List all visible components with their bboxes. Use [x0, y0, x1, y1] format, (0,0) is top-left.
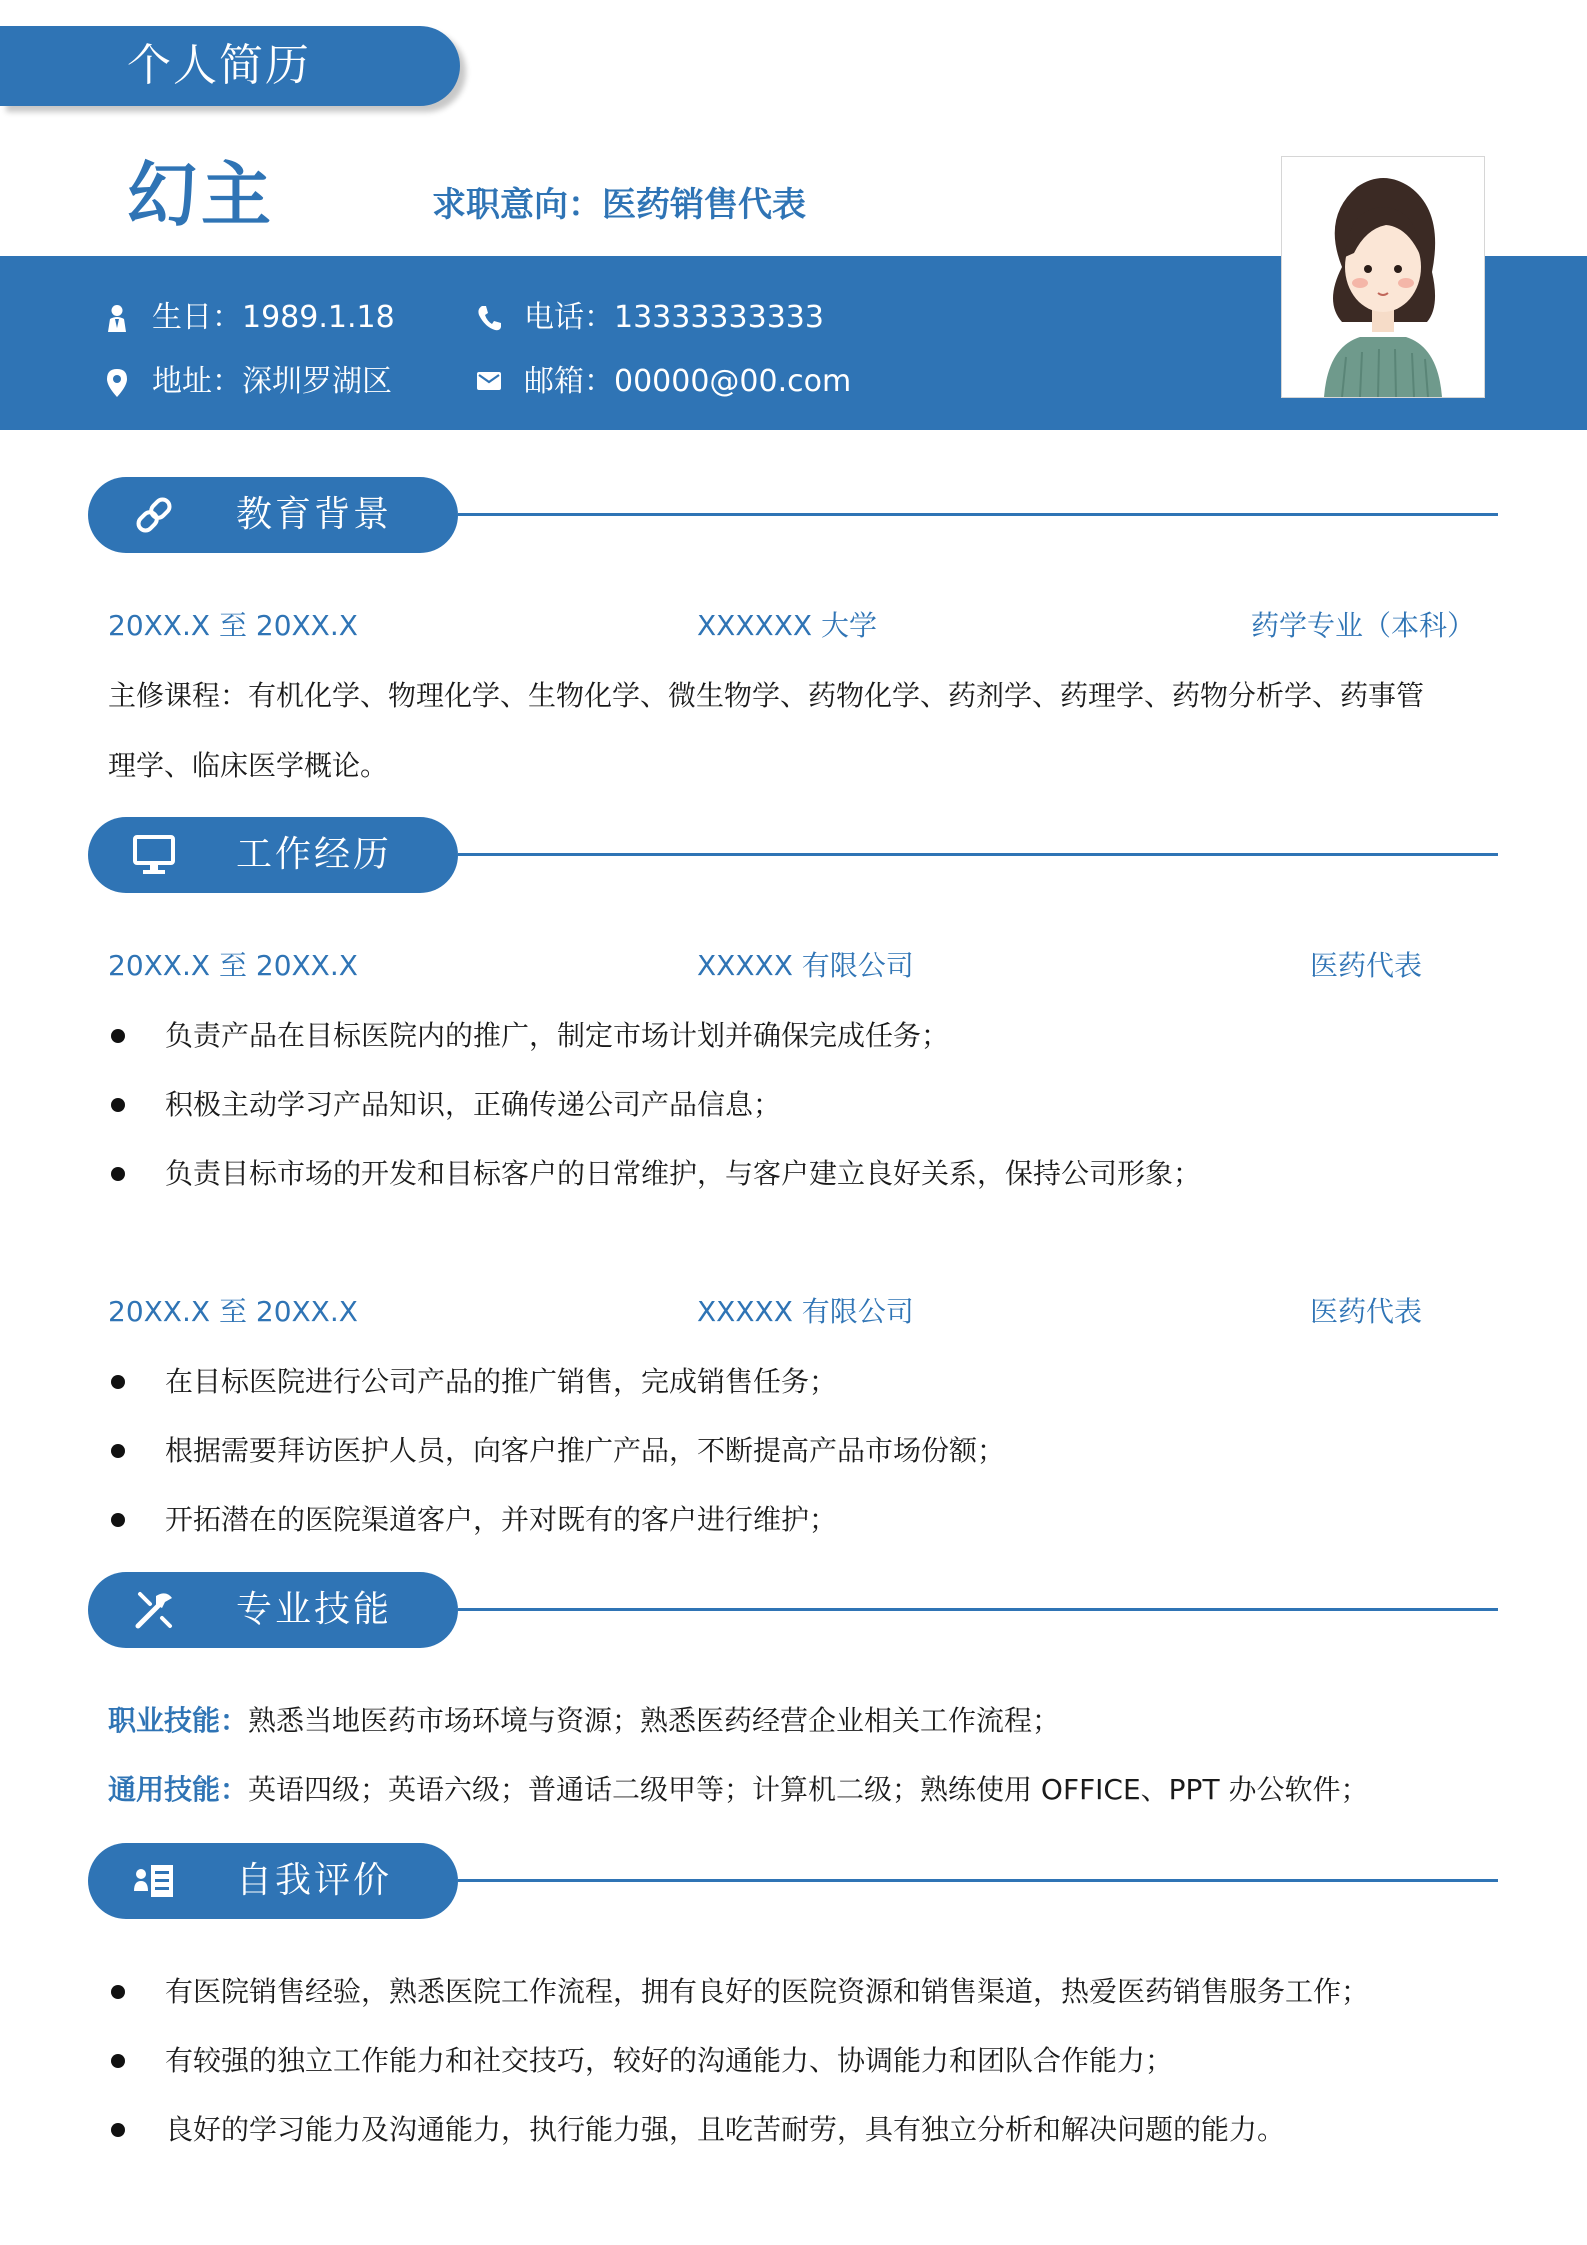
self-eval-item: 有医院销售经验，熟悉医院工作流程，拥有良好的医院资源和销售渠道，热爱医药销售服务工作；	[165, 1975, 1370, 2008]
email-info	[476, 362, 876, 402]
skill-general-label: 通用技能：	[108, 1773, 249, 1806]
job-period: 20XX.X 至 20XX.X	[108, 949, 358, 982]
job-duty: 积极主动学习产品知识，正确传递公司产品信息；	[165, 1088, 782, 1121]
bullet-dot	[111, 2123, 125, 2137]
education-school: XXXXXX 大学	[697, 609, 877, 642]
skill-professional-text: 熟悉当地医药市场环境与资源；熟悉医药经营企业相关工作流程；	[248, 1704, 1061, 1737]
education-major: 药学专业（本科）	[1251, 609, 1476, 642]
profile-photo	[1281, 156, 1485, 398]
section-header-skills	[88, 1572, 458, 1648]
section-divider	[458, 513, 1498, 516]
birthday-info	[104, 298, 424, 338]
birthday-text: 生日：1989.1.18	[152, 300, 395, 335]
skill-professional-label: 职业技能：	[108, 1704, 249, 1737]
bullet-dot	[111, 1375, 125, 1389]
job-duty: 负责产品在目标医院内的推广，制定市场计划并确保完成任务；	[165, 1019, 950, 1052]
candidate-name: 幻主	[127, 154, 275, 236]
bullet-dot	[111, 1098, 125, 1112]
skill-general-text: 英语四级；英语六级；普通话二级甲等；计算机二级；熟练使用 OFFICE、PPT 办公软件；	[248, 1773, 1369, 1806]
phone-icon	[476, 304, 502, 332]
section-title-work: 工作经历	[236, 834, 393, 875]
education-courses-line1: 主修课程：有机化学、物理化学、生物化学、微生物学、药物化学、药剂学、药理学、药物分析学、药事管	[108, 679, 1425, 712]
bullet-dot	[111, 1513, 125, 1527]
section-title-education: 教育背景	[236, 494, 393, 535]
education-period: 20XX.X 至 20XX.X	[108, 609, 358, 642]
section-divider	[458, 853, 1498, 856]
tools-icon	[132, 1588, 176, 1632]
skill-professional	[108, 1701, 1060, 1741]
resume-title-tab	[0, 26, 460, 106]
self-eval-item: 良好的学习能力及沟通能力，执行能力强，且吃苦耐劳，具有独立分析和解决问题的能力。	[165, 2113, 1286, 2146]
avatar-illustration	[1282, 157, 1484, 397]
self-eval-item: 有较强的独立工作能力和社交技巧，较好的沟通能力、协调能力和团队合作能力；	[165, 2044, 1174, 2077]
job-objective: 求职意向：医药销售代表	[432, 185, 806, 225]
bullet-dot	[111, 2054, 125, 2068]
section-header-education	[88, 477, 458, 553]
job-position: 医药代表	[1310, 949, 1423, 982]
bullet-dot	[111, 1029, 125, 1043]
profile-card-icon	[132, 1859, 176, 1903]
bullet-dot	[111, 1985, 125, 1999]
job-duty: 根据需要拜访医护人员，向客户推广产品，不断提高产品市场份额；	[165, 1434, 1006, 1467]
section-title-self-eval: 自我评价	[236, 1860, 393, 1901]
skill-general	[108, 1770, 1368, 1810]
phone-info	[476, 298, 836, 338]
bullet-dot	[111, 1444, 125, 1458]
person-icon	[104, 304, 130, 334]
section-title-skills: 专业技能	[236, 1589, 393, 1630]
education-courses-line2: 理学、临床医学概论。	[108, 749, 389, 782]
address-info	[104, 362, 424, 402]
job-duty: 开拓潜在的医院渠道客户，并对既有的客户进行维护；	[165, 1503, 838, 1536]
job-duty: 在目标医院进行公司产品的推广销售，完成销售任务；	[165, 1365, 838, 1398]
email-text: 邮箱：00000@00.com	[524, 364, 852, 399]
mail-icon	[476, 368, 502, 394]
phone-text: 电话：13333333333	[524, 300, 824, 335]
section-divider	[458, 1879, 1498, 1882]
monitor-icon	[132, 833, 176, 877]
job-company: XXXXX 有限公司	[697, 1295, 914, 1328]
job-position: 医药代表	[1310, 1295, 1423, 1328]
address-text: 地址：深圳罗湖区	[152, 364, 392, 399]
section-divider	[458, 1608, 1498, 1611]
job-period: 20XX.X 至 20XX.X	[108, 1295, 358, 1328]
job-duty: 负责目标市场的开发和目标客户的日常维护，与客户建立良好关系，保持公司形象；	[165, 1157, 1202, 1190]
bullet-dot	[111, 1167, 125, 1181]
job-company: XXXXX 有限公司	[697, 949, 914, 982]
section-header-work	[88, 817, 458, 893]
link-icon	[132, 493, 176, 537]
section-header-self-eval	[88, 1843, 458, 1919]
location-pin-icon	[104, 368, 130, 398]
resume-title: 个人简历	[127, 40, 311, 91]
